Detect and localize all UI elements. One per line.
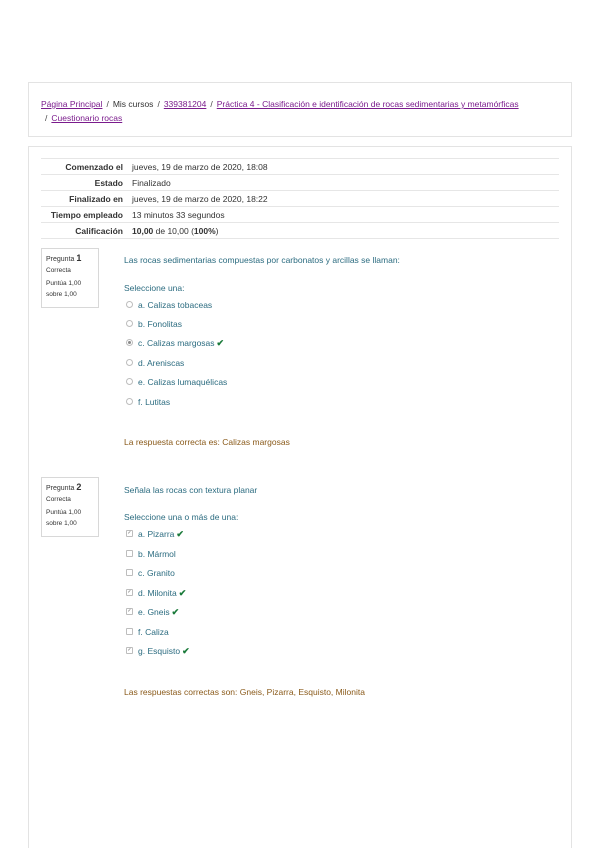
breadcrumb-my-courses: Mis cursos bbox=[112, 99, 154, 109]
checkbox-icon[interactable]: ✓ bbox=[127, 608, 132, 615]
check-icon: ✔ bbox=[182, 646, 190, 656]
q2-option-e[interactable] bbox=[126, 606, 179, 618]
summary-value: Finalizado bbox=[129, 175, 559, 191]
q1-option-e[interactable] bbox=[126, 376, 227, 388]
radio-icon[interactable] bbox=[126, 301, 133, 308]
summary-value: jueves, 19 de marzo de 2020, 18:08 bbox=[129, 159, 559, 175]
option-label: a. Pizarra bbox=[138, 529, 175, 539]
summary-label: Estado bbox=[41, 175, 129, 191]
question-2-text: Señala las rocas con textura planar bbox=[124, 485, 258, 495]
option-label: b. Mármol bbox=[138, 549, 176, 559]
checkbox-icon[interactable] bbox=[126, 569, 133, 576]
question-status: Correcta bbox=[46, 496, 71, 503]
breadcrumb-separator: / bbox=[106, 99, 109, 109]
summary-row bbox=[41, 223, 559, 239]
question-out-of: sobre 1,00 bbox=[46, 291, 77, 298]
grade-percent: 100% bbox=[193, 225, 216, 236]
question-2-correct-answer: Las respuestas correctas son: Gneis, Pizarra, Esquisto, Milonita bbox=[124, 687, 365, 697]
option-label: c. Granito bbox=[138, 568, 175, 578]
grade-close: ) bbox=[215, 225, 219, 236]
question-points: Puntúa 1,00 bbox=[46, 509, 82, 516]
breadcrumb-quiz-link[interactable]: Cuestionario rocas bbox=[51, 113, 123, 123]
summary-label: Comenzado el bbox=[41, 159, 129, 175]
radio-icon[interactable] bbox=[126, 398, 133, 405]
q1-option-d[interactable] bbox=[126, 357, 184, 369]
option-label: d. Milonita bbox=[138, 588, 177, 598]
question-1-info bbox=[41, 248, 99, 308]
q2-option-c[interactable] bbox=[126, 567, 175, 579]
summary-row bbox=[41, 207, 559, 223]
breadcrumb-home-link[interactable]: Página Principal bbox=[41, 99, 103, 109]
option-label: a. Calizas tobaceas bbox=[138, 300, 213, 310]
question-word: Pregunta bbox=[46, 256, 75, 263]
question-word: Pregunta bbox=[46, 485, 75, 492]
radio-icon[interactable] bbox=[126, 378, 133, 385]
summary-label: Finalizado en bbox=[41, 191, 129, 207]
breadcrumb-course-link[interactable]: 339381204 bbox=[163, 99, 207, 109]
q2-option-d[interactable] bbox=[126, 587, 186, 599]
checkbox-icon[interactable] bbox=[126, 550, 133, 557]
breadcrumb-separator: / bbox=[45, 113, 48, 123]
check-icon: ✔ bbox=[171, 607, 180, 617]
summary-value: 13 minutos 33 segundos bbox=[129, 207, 559, 223]
question-number bbox=[46, 482, 98, 494]
option-label: f. Caliza bbox=[138, 627, 169, 637]
question-number bbox=[46, 253, 98, 265]
grade-label: Calificación bbox=[41, 223, 129, 239]
question-2-prompt: Seleccione una o más de una: bbox=[124, 512, 239, 522]
radio-icon[interactable] bbox=[126, 359, 133, 366]
grade-score: 10,00 bbox=[132, 225, 154, 236]
checkbox-icon[interactable] bbox=[126, 628, 133, 635]
breadcrumb-separator: / bbox=[210, 99, 213, 109]
breadcrumb-practice-link[interactable]: Práctica 4 - Clasificación e identificación de rocas sedimentarias y metamórficas bbox=[216, 99, 519, 109]
option-label: e. Calizas lumaquélicas bbox=[138, 377, 228, 387]
q1-option-f[interactable] bbox=[126, 396, 170, 408]
breadcrumb-separator: / bbox=[157, 99, 160, 109]
question-1-text: Las rocas sedimentarias compuestas por carbonatos y arcillas se llaman: bbox=[124, 255, 400, 265]
check-icon: ✔ bbox=[176, 529, 184, 539]
summary-value: jueves, 19 de marzo de 2020, 18:22 bbox=[129, 191, 559, 207]
checkbox-icon[interactable]: ✓ bbox=[127, 589, 132, 596]
option-label: e. Gneis bbox=[138, 607, 170, 617]
grade-rest: de 10,00 ( bbox=[153, 225, 194, 236]
summary-label: Tiempo empleado bbox=[41, 207, 129, 223]
question-1-correct-answer: La respuesta correcta es: Calizas margosas bbox=[124, 437, 290, 447]
q2-option-b[interactable] bbox=[126, 548, 176, 560]
option-label: d. Areniscas bbox=[138, 358, 185, 368]
summary-row bbox=[41, 159, 559, 175]
radio-icon[interactable] bbox=[126, 339, 133, 346]
breadcrumb bbox=[41, 97, 561, 125]
check-icon: ✔ bbox=[178, 588, 187, 598]
question-number-value: 2 bbox=[76, 482, 82, 492]
attempt-summary-table bbox=[41, 158, 559, 239]
quiz-review-panel bbox=[28, 146, 572, 848]
radio-icon[interactable] bbox=[126, 320, 133, 327]
summary-row bbox=[41, 191, 559, 207]
question-points: Puntúa 1,00 bbox=[46, 280, 82, 287]
q2-option-a[interactable] bbox=[126, 528, 184, 540]
grade-value bbox=[129, 223, 559, 239]
option-label: f. Lutitas bbox=[138, 397, 171, 407]
option-label: b. Fonolitas bbox=[138, 319, 182, 329]
question-1-prompt: Seleccione una: bbox=[124, 283, 185, 293]
checkbox-icon[interactable]: ✓ bbox=[127, 530, 132, 537]
option-label: c. Calizas margosas bbox=[138, 338, 215, 348]
summary-row bbox=[41, 175, 559, 191]
question-status: Correcta bbox=[46, 267, 71, 274]
check-icon: ✔ bbox=[216, 338, 225, 348]
breadcrumb-panel bbox=[28, 82, 572, 137]
question-2-info bbox=[41, 477, 99, 537]
checkbox-icon[interactable]: ✓ bbox=[127, 647, 132, 654]
q1-option-b[interactable] bbox=[126, 318, 182, 330]
option-label: g. Esquisto bbox=[138, 646, 181, 656]
q2-option-g[interactable] bbox=[126, 645, 190, 657]
question-out-of: sobre 1,00 bbox=[46, 520, 77, 527]
q1-option-c[interactable] bbox=[126, 337, 224, 349]
question-number-value: 1 bbox=[76, 253, 82, 263]
q2-option-f[interactable] bbox=[126, 626, 169, 638]
q1-option-a[interactable] bbox=[126, 299, 212, 311]
